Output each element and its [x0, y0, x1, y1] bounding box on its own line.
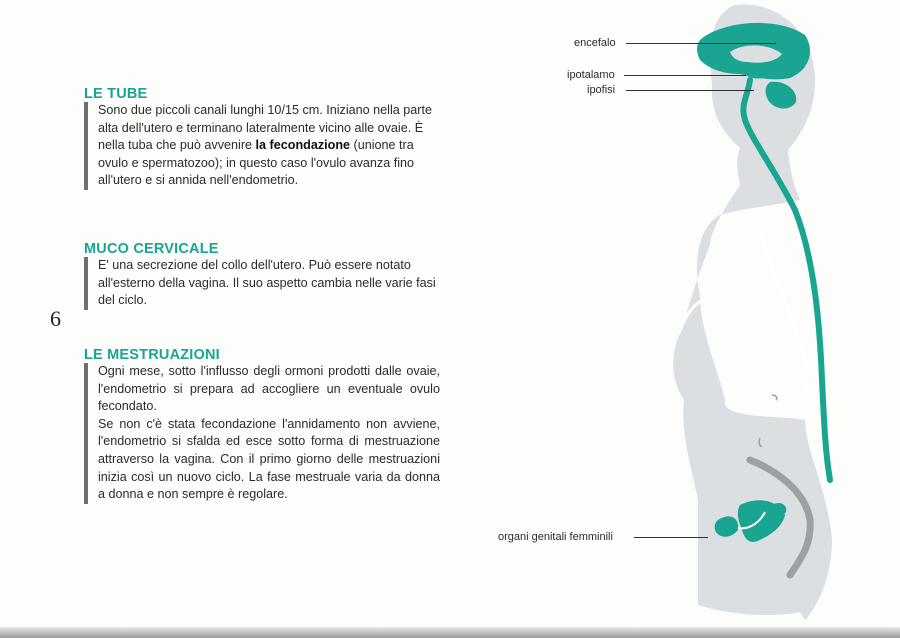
paragraph-tube — [98, 102, 444, 190]
page-bottom-edge — [0, 627, 900, 638]
section-title-muco: MUCO CERVICALE — [84, 241, 219, 257]
arm-highlight — [760, 230, 807, 400]
tube-text-bold: la fecondazione — [255, 138, 351, 153]
leader-ipotalamo — [624, 75, 746, 76]
tube-text-before: Sono due piccoli canali lunghi 10/15 cm. Iniziano nella parte alta dell'utero e terminano lateralmente vicino alle ovaie. È nella tuba che può avvenire — [98, 103, 432, 153]
section-muco-cervicale — [84, 241, 444, 310]
paragraph-mestruazioni-1: Ogni mese, sotto l'influsso degli ormoni prodotti dalle ovaie, l'endometrio si prepara ad accogliere un eventuale ovulo fecondato. — [98, 364, 440, 414]
section-body-mestruazioni — [84, 363, 440, 504]
section-title-mestruazioni: LE MESTRUAZIONI — [84, 347, 220, 363]
tube-text-after: (unione tra ovulo e spermatozoo); in questo caso l'ovulo avanza fino all'utero e si annida nell'endometrio. — [98, 138, 415, 188]
label-ipotalamo: ipotalamo — [567, 69, 615, 81]
label-ipofisi: ipofisi — [587, 84, 616, 96]
section-title-tube: LE TUBE — [84, 86, 148, 102]
leader-ipofisi — [626, 90, 754, 91]
label-encefalo: encefalo — [574, 37, 616, 49]
navel-dot — [772, 395, 777, 400]
label-organi-genitali: organi genitali femminili — [498, 531, 613, 543]
section-body-tube — [84, 102, 444, 190]
leader-encefalo — [626, 43, 776, 44]
leader-organi-genitali — [634, 537, 708, 538]
female-body-illustration — [600, 0, 900, 638]
section-le-mestruazioni — [84, 347, 440, 504]
paragraph-muco: E' una secrezione del collo dell'utero. Può essere notato all'esterno della vagina. Il suo aspetto cambia nelle varie fasi del ciclo. — [98, 258, 436, 308]
section-le-tube — [84, 86, 444, 190]
page-number: 6 — [50, 306, 61, 331]
paragraph-mestruazioni-2: Se non c'è stata fecondazione l'annidamento non avviene, l'endometrio si sfalda ed esce sotto forma di mestruazione attraverso la vagina. Con il primo giorno delle mestruazioni inizia così un nuovo ciclo. La fase mestruale varia da donna a donna e non sempre è regolare. — [98, 416, 440, 502]
section-body-muco — [84, 257, 444, 310]
